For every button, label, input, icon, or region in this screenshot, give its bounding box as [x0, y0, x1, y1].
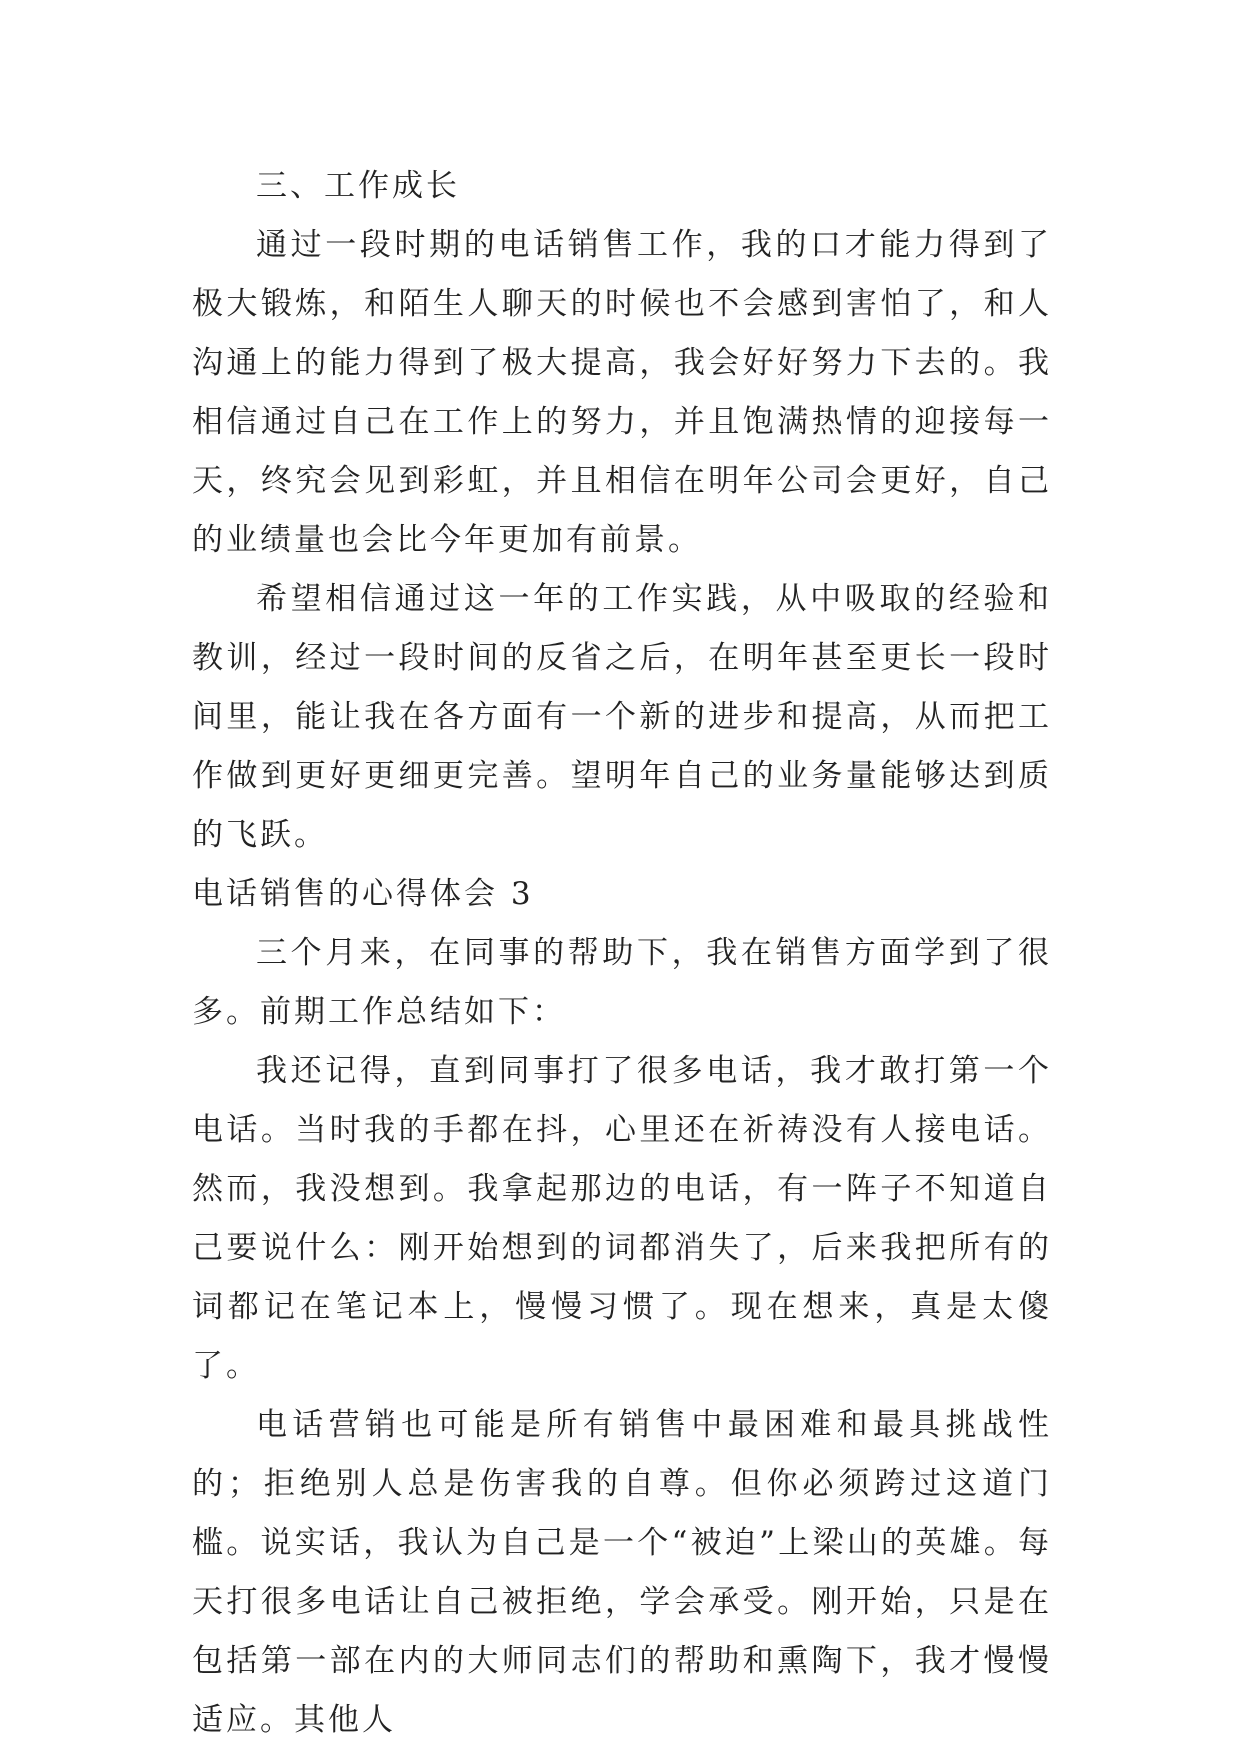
paragraph: 我还记得，直到同事打了很多电话，我才敢打第一个电话。当时我的手都在抖，心里还在祈祷没有人接电话。然而，我没想到。我拿起那边的电话，有一阵子不知道自己要说什么：刚开始想到的词都消失了，后来我把所有的词都记在笔记本上，慢慢习惯了。现在想来，真是太傻了。 — [192, 1053, 1052, 1384]
paragraph: 电话营销也可能是所有销售中最困难和最具挑战性的；拒绝别人总是伤害我的自尊。但你必须跨过这道门槛。说实话，我认为自己是一个“被迫”上梁山的英雄。每天打很多电话让自己被拒绝，学会承受。刚开始，只是在包括第一部在内的大师同志们的帮助和熏陶下，我才慢慢适应。其他人 — [192, 1407, 1052, 1738]
paragraph: 三个月来，在同事的帮助下，我在销售方面学到了很多。前期工作总结如下： — [192, 935, 1052, 1030]
subsection-heading: 三、工作成长 — [256, 168, 460, 204]
paragraph: 通过一段时期的电话销售工作，我的口才能力得到了极大锻炼，和陌生人聊天的时候也不会感到害怕了，和人沟通上的能力得到了极大提高，我会好好努力下去的。我相信通过自己在工作上的努力，并且饱满热情的迎接每一天，终究会见到彩虹，并且相信在明年公司会更好，自己的业绩量也会比今年更加有前景。 — [192, 227, 1052, 558]
document-body — [192, 157, 1052, 1750]
section-title: 电话销售的心得体会 3 — [192, 876, 534, 912]
paragraph: 希望相信通过这一年的工作实践，从中吸取的经验和教训，经过一段时间的反省之后，在明年甚至更长一段时间里，能让我在各方面有一个新的进步和提高，从而把工作做到更好更细更完善。望明年自己的业务量能够达到质的飞跃。 — [192, 581, 1052, 853]
